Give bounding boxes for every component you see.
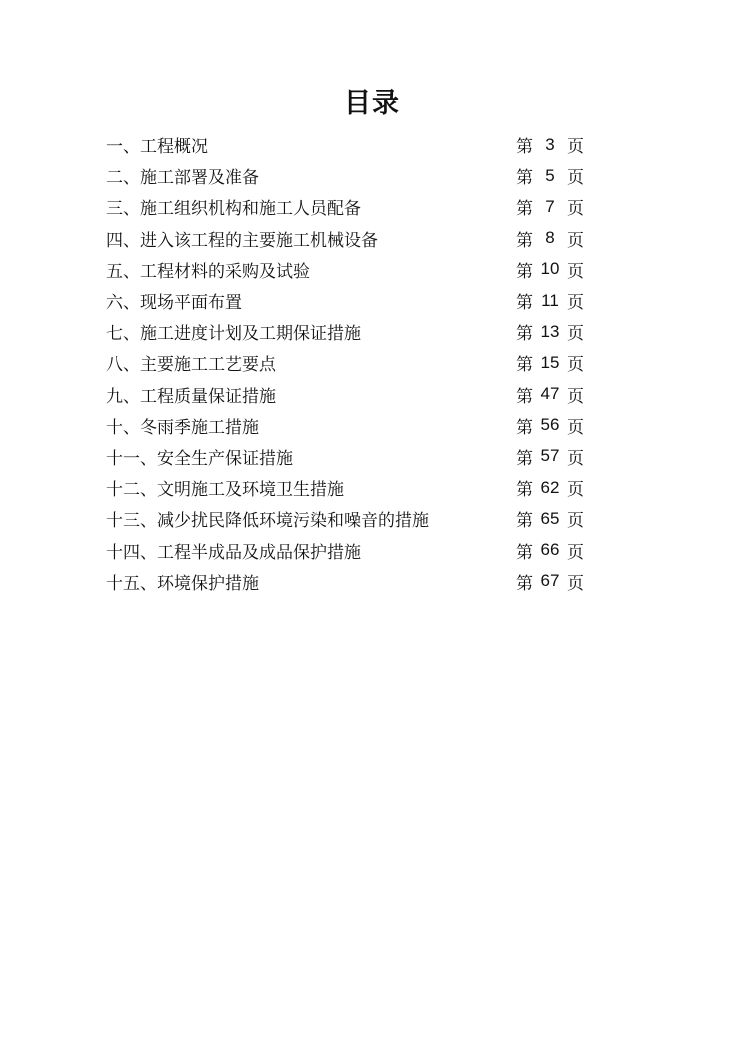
toc-dot-leader <box>345 478 515 498</box>
page-number: 67 <box>540 571 560 591</box>
toc-entry-page <box>516 194 584 219</box>
toc-entry <box>106 441 584 472</box>
page-prefix: 第 <box>516 355 533 376</box>
toc-entry-page <box>516 444 584 469</box>
page-number: 11 <box>541 290 559 310</box>
toc-entry-label: 九、工程质量保证措施 <box>106 386 276 407</box>
page-suffix: 页 <box>567 448 584 469</box>
toc-entry-page <box>516 288 584 313</box>
page-number: 5 <box>545 165 555 185</box>
toc-dot-leader <box>209 135 515 155</box>
toc-entry-label: 二、施工部署及准备 <box>106 168 259 189</box>
toc-entry-label: 十、冬雨季施工措施 <box>106 417 259 438</box>
page-suffix: 页 <box>567 230 584 251</box>
toc-entry <box>106 472 584 503</box>
page-prefix: 第 <box>516 168 533 189</box>
toc-entry <box>106 379 584 410</box>
page-number: 15 <box>540 352 560 372</box>
toc-entry <box>106 410 584 441</box>
toc-entry-label: 十三、减少扰民降低环境污染和噪音的措施 <box>106 511 429 532</box>
page-prefix: 第 <box>516 386 533 407</box>
page-suffix: 页 <box>567 168 584 189</box>
page-suffix: 页 <box>567 261 584 282</box>
page-prefix: 第 <box>516 448 533 469</box>
page-prefix: 第 <box>516 417 533 438</box>
toc-entry-page <box>516 569 584 594</box>
page-prefix: 第 <box>516 230 533 251</box>
toc-dot-leader <box>277 384 515 404</box>
toc-dot-leader <box>362 197 515 217</box>
toc-entry-label: 八、主要施工工艺要点 <box>106 355 276 376</box>
page-prefix: 第 <box>516 511 533 532</box>
toc-dot-leader <box>277 353 515 373</box>
page-number: 57 <box>540 446 560 466</box>
toc-entry-label: 六、现场平面布置 <box>106 293 242 314</box>
toc-entry-page <box>516 163 584 188</box>
toc-dot-leader <box>260 415 515 435</box>
toc-entry-page <box>516 413 584 438</box>
toc-entry <box>106 503 584 534</box>
toc-entry <box>106 223 584 254</box>
page-number: 56 <box>540 415 560 435</box>
page-number: 62 <box>540 477 560 497</box>
toc-list <box>106 129 584 597</box>
page-suffix: 页 <box>567 417 584 438</box>
toc-entry-label: 十二、文明施工及环境卫生措施 <box>106 480 344 501</box>
toc-entry-label: 五、工程材料的采购及试验 <box>106 261 310 282</box>
page-number: 10 <box>540 259 560 279</box>
toc-dot-leader <box>260 166 515 186</box>
toc-entry-page <box>516 257 584 282</box>
page-suffix: 页 <box>567 511 584 532</box>
page-suffix: 页 <box>567 137 584 158</box>
page-prefix: 第 <box>516 199 533 220</box>
toc-dot-leader <box>362 322 515 342</box>
toc-dot-leader <box>311 259 515 279</box>
page-prefix: 第 <box>516 293 533 314</box>
page-suffix: 页 <box>567 573 584 594</box>
page-suffix: 页 <box>567 542 584 563</box>
page-suffix: 页 <box>567 355 584 376</box>
page-prefix: 第 <box>516 480 533 501</box>
toc-entry-page <box>516 538 584 563</box>
toc-title: 目录 <box>344 88 400 119</box>
toc-entry <box>106 316 584 347</box>
toc-entry <box>106 254 584 285</box>
toc-entry <box>106 534 584 565</box>
toc-entry-label: 十一、安全生产保证措施 <box>106 448 293 469</box>
toc-entry-page <box>516 350 584 375</box>
page-suffix: 页 <box>567 199 584 220</box>
toc-entry-label: 一、工程概况 <box>106 137 208 158</box>
toc-dot-leader <box>362 540 515 560</box>
toc-entry <box>106 191 584 222</box>
toc-entry-page <box>516 382 584 407</box>
page-prefix: 第 <box>516 542 533 563</box>
page-prefix: 第 <box>516 573 533 594</box>
page-suffix: 页 <box>567 324 584 345</box>
toc-entry-label: 四、进入该工程的主要施工机械设备 <box>106 230 378 251</box>
toc-entry-page <box>516 226 584 251</box>
page-prefix: 第 <box>516 324 533 345</box>
page-prefix: 第 <box>516 261 533 282</box>
toc-entry-label: 十五、环境保护措施 <box>106 573 259 594</box>
page-number: 3 <box>545 134 555 154</box>
toc-dot-leader <box>260 571 515 591</box>
page-suffix: 页 <box>567 480 584 501</box>
page-number: 66 <box>540 540 560 560</box>
toc-dot-leader <box>430 509 515 529</box>
page-suffix: 页 <box>567 386 584 407</box>
toc-entry-page <box>516 506 584 531</box>
toc-entry <box>106 160 584 191</box>
page-suffix: 页 <box>567 293 584 314</box>
toc-entry-page <box>516 132 584 157</box>
page-number: 65 <box>540 508 560 528</box>
toc-entry-label: 三、施工组织机构和施工人员配备 <box>106 199 361 220</box>
toc-entry <box>106 566 584 597</box>
toc-entry-label: 七、施工进度计划及工期保证措施 <box>106 324 361 345</box>
toc-entry-page <box>516 319 584 344</box>
toc-entry-label: 十四、工程半成品及成品保护措施 <box>106 542 361 563</box>
page-number: 47 <box>540 384 560 404</box>
toc-entry <box>106 129 584 160</box>
toc-dot-leader <box>243 291 515 311</box>
page-number: 7 <box>545 196 555 216</box>
toc-entry <box>106 285 584 316</box>
page-number: 13 <box>540 321 560 341</box>
page-prefix: 第 <box>516 137 533 158</box>
toc-dot-leader <box>379 228 515 248</box>
toc-entry <box>106 347 584 378</box>
toc-dot-leader <box>294 446 515 466</box>
page-number: 8 <box>545 228 555 248</box>
toc-entry-page <box>516 475 584 500</box>
